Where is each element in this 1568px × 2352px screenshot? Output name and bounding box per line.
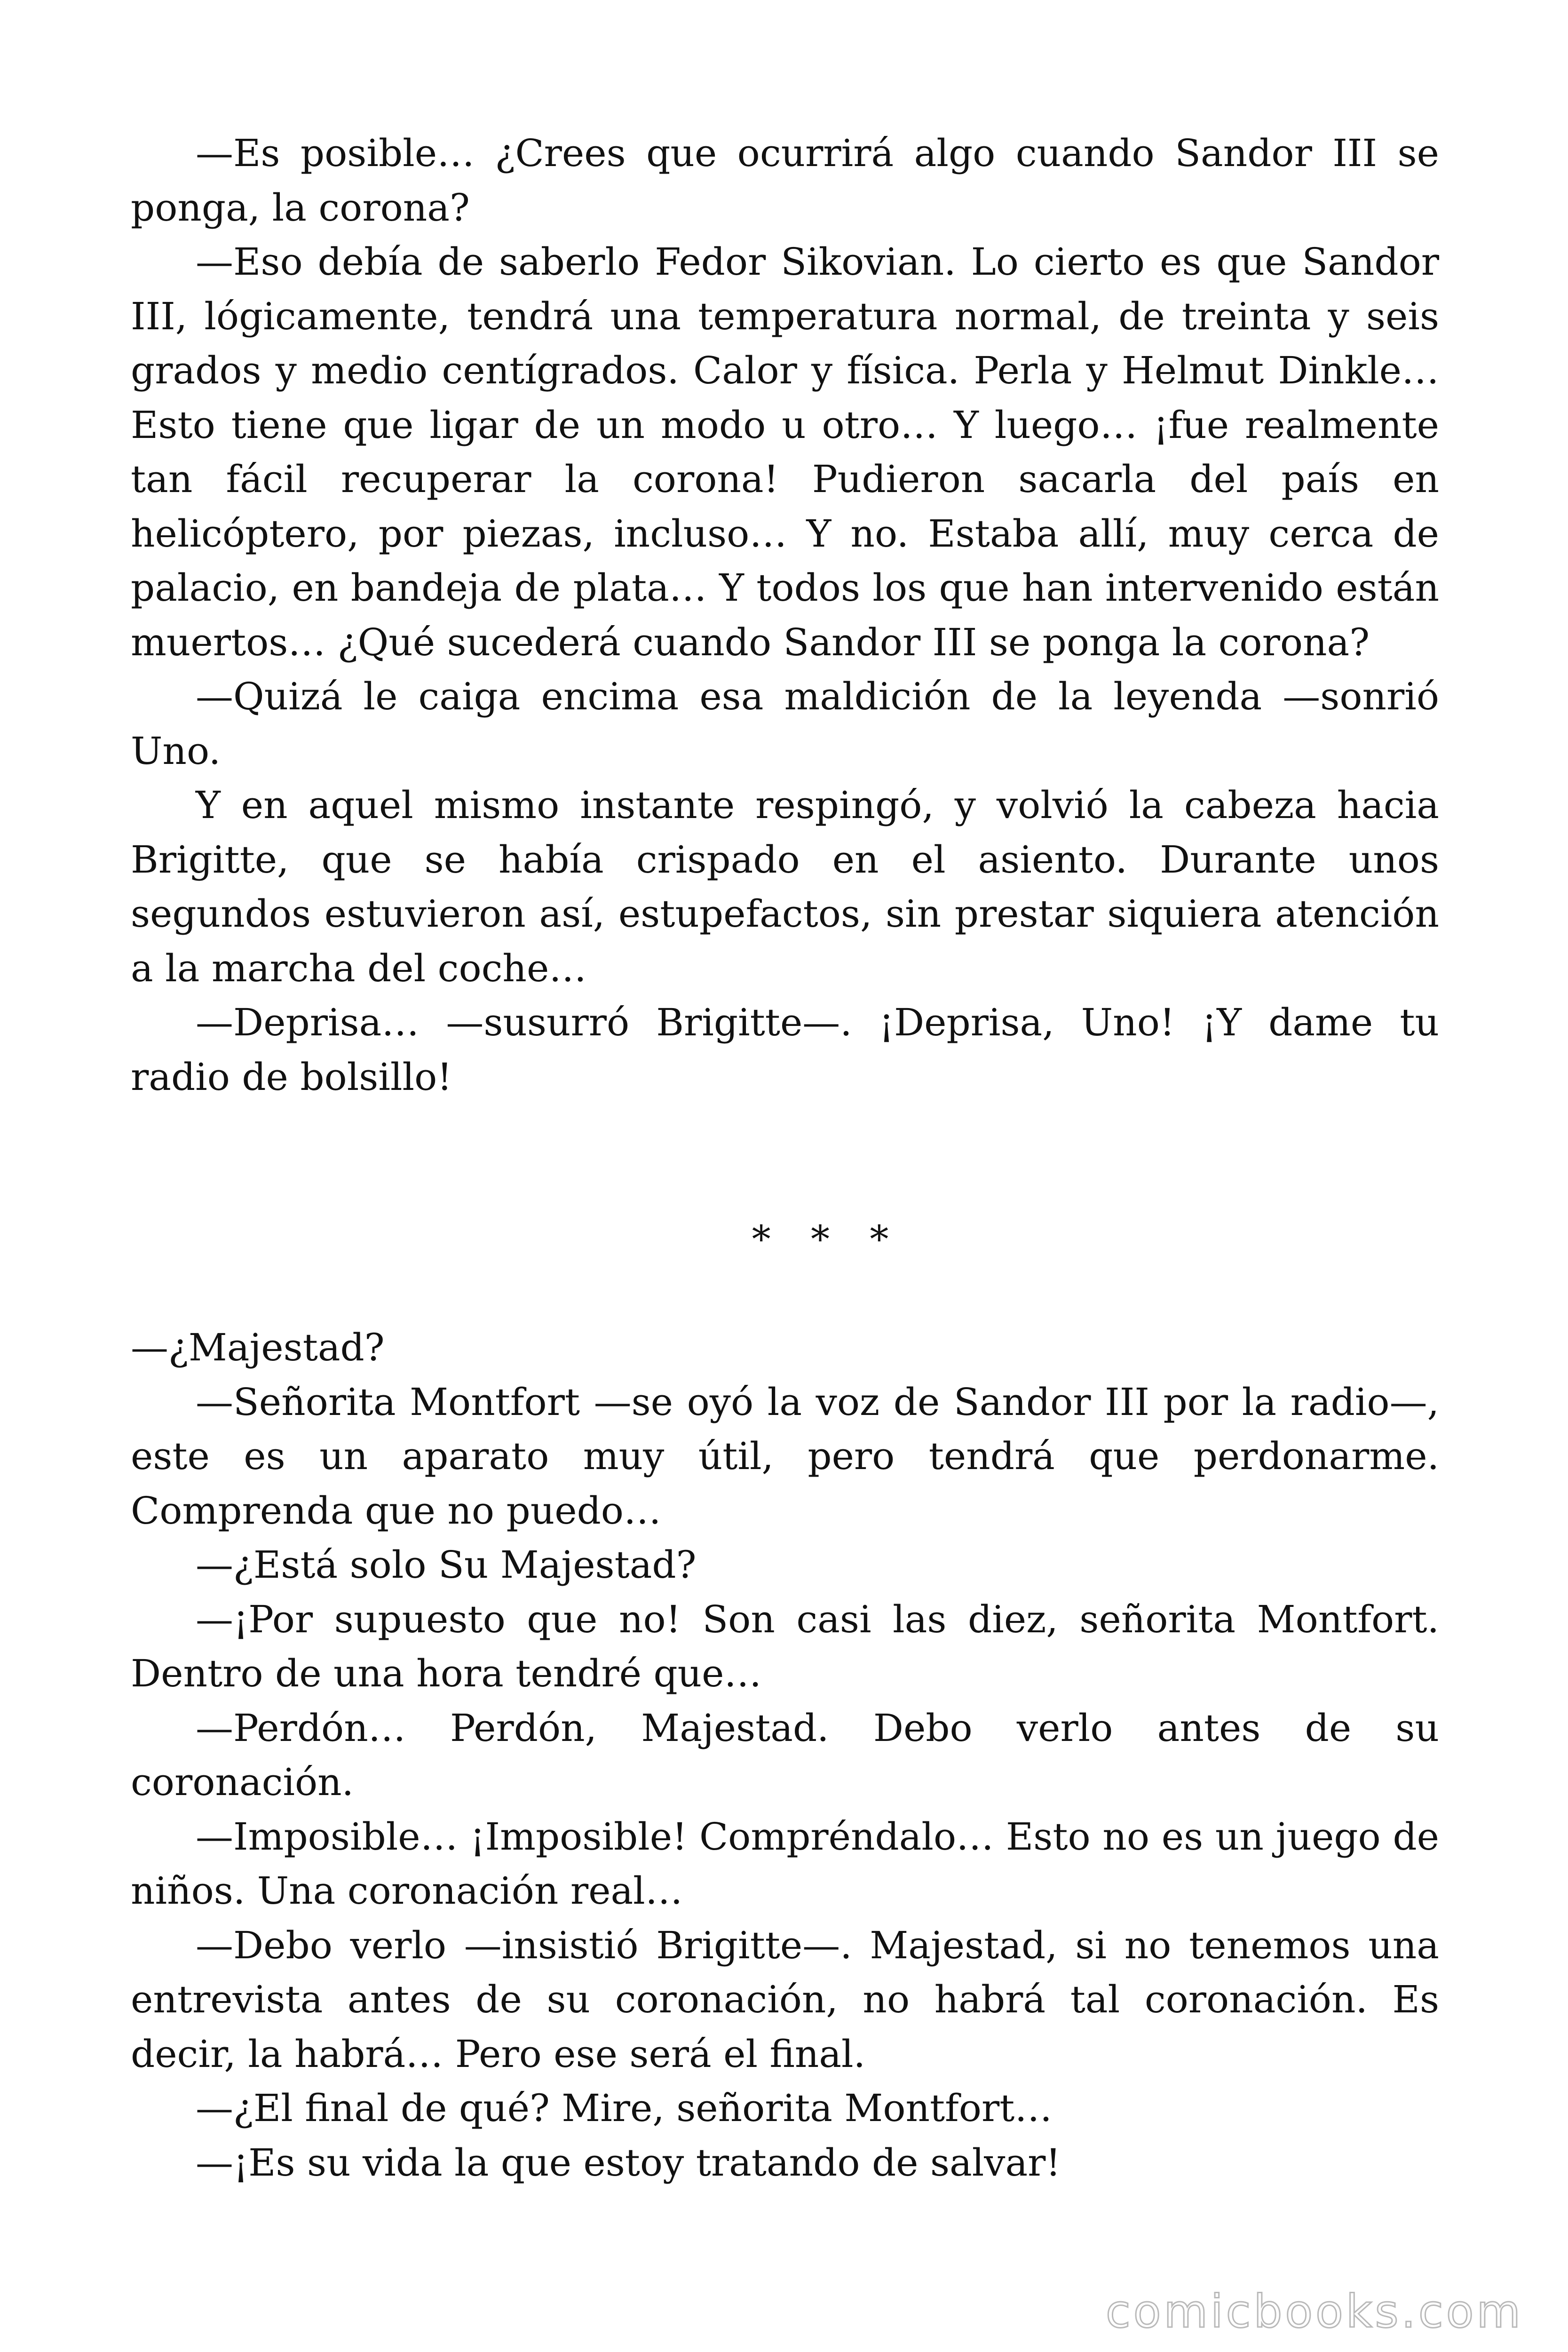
paragraph: —Debo verlo —insistió Brigitte—. Majestad, si no tenemos una entrevista antes de su coronación, no habrá tal coronación. Es decir, la habrá… Pero ese será el final.	[131, 1923, 1439, 2076]
spacer	[131, 1104, 1439, 1212]
paragraph: —Imposible… ¡Imposible! Compréndalo… Esto no es un juego de niños. Una coronación real…	[131, 1814, 1439, 1913]
paragraph: —Es posible… ¿Crees que ocurrirá algo cuando Sandor III se ponga, la corona?	[131, 131, 1439, 230]
paragraph: —Deprisa… —susurró Brigitte—. ¡Deprisa, Uno! ¡Y dame tu radio de bolsillo!	[131, 1001, 1439, 1099]
page-body	[131, 126, 1439, 2190]
paragraph: —¿El final de qué? Mire, señorita Montfort…	[196, 2086, 1053, 2130]
paragraph: —Quizá le caiga encima esa maldición de la leyenda —sonrió Uno.	[131, 675, 1439, 773]
paragraph: —Eso debía de saberlo Fedor Sikovian. Lo cierto es que Sandor III, lógicamente, tendrá una temperatura normal, de treinta y seis grados y medio centígrados. Calor y física. Perla y Helmut Dinkle… Esto tiene que ligar de un modo u otro… Y luego… ¡fue realmente tan fácil recuperar la corona! Pudieron sacarla del país en helicóptero, por piezas, incluso… Y no. Estaba allí, muy cerca de palacio, en bandeja de plata… Y todos los que han intervenido están muertos… ¿Qué sucederá cuando Sandor III se ponga la corona?	[131, 240, 1439, 664]
paragraph: —Perdón… Perdón, Majestad. Debo verlo antes de su coronación.	[131, 1706, 1439, 1804]
paragraph: —¡Por supuesto que no! Son casi las diez, señorita Montfort. Dentro de una hora tendré que…	[131, 1597, 1439, 1695]
watermark: comicbooks.com	[1105, 2285, 1523, 2338]
paragraph: —¡Es su vida la que estoy tratando de salvar!	[196, 2140, 1061, 2185]
section-separator: * * *	[752, 1217, 903, 1261]
paragraph: —Señorita Montfort —se oyó la voz de Sandor III por la radio—, este es un aparato muy útil, pero tendrá que perdonarme. Comprenda que no puedo…	[131, 1380, 1439, 1533]
spacer	[131, 1266, 1439, 1320]
paragraph: —¿Majestad?	[131, 1326, 385, 1369]
paragraph: —¿Está solo Su Majestad?	[196, 1543, 697, 1587]
paragraph: Y en aquel mismo instante respingó, y volvió la cabeza hacia Brigitte, que se había crispado en el asiento. Durante unos segundos estuvieron así, estupefactos, sin prestar siquiera atención a la marcha del coche…	[131, 783, 1439, 990]
